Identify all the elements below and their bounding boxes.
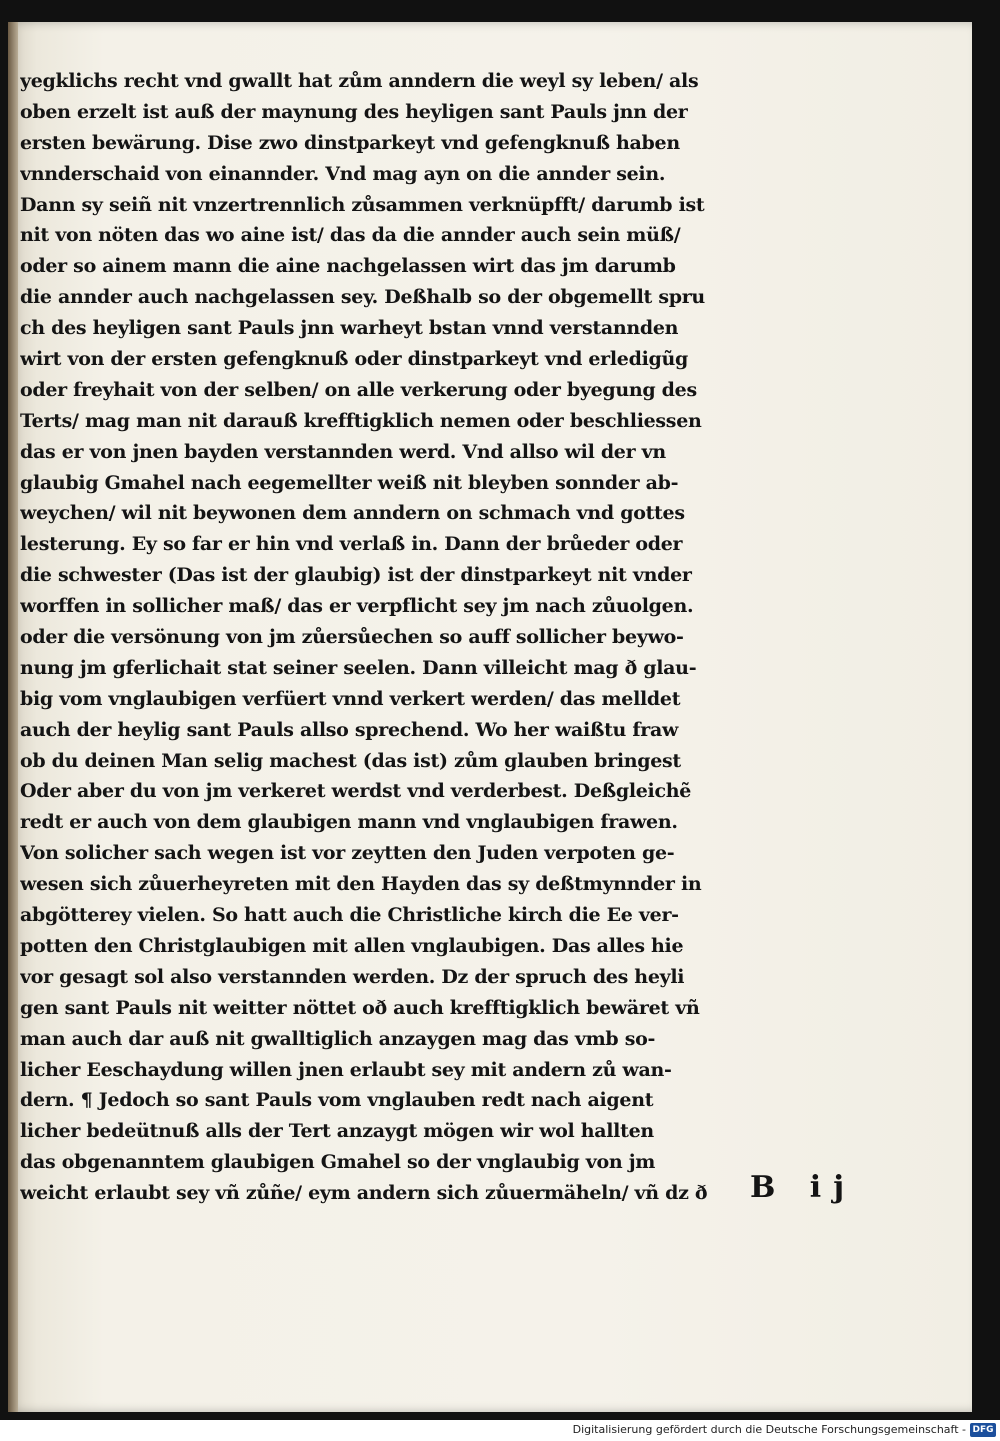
text-line: vor gesagt sol also verstannden werden. Dz der spruch des heyli [20,965,685,988]
page-gutter [8,22,18,1412]
text-line: man auch dar auß nit gwalltiglich anzaygen mag das vmb so- [20,1027,656,1050]
text-line: abgötterey vielen. So hatt auch die Christliche kirch die Ee ver- [20,904,679,927]
text-line: yegklichs recht vnd gwallt hat zům anndern die weyl sy leben/ als [20,70,699,92]
text-line: wesen sich zůuerheyreten mit den Hayden das sy deßtmynnder in [20,873,702,896]
text-line: die schwester (Das ist der glaubig) ist der dinstparkeyt nit vnder [20,564,692,587]
text-line: licher bedeütnuß alls der Tert anzaygt mögen wir wol hallten [20,1120,654,1143]
text-line: auch der heylig sant Pauls allso sprechend. Wo her waißtu fraw [20,718,679,741]
text-line: oder freyhait von der selben/ on alle verkerung oder byegung des [20,378,697,401]
dfg-logo: DFG [970,1423,996,1437]
digitization-credit: Digitalisierung gefördert durch die Deutsche Forschungsgemeinschaft - [572,1423,966,1436]
text-line: worffen in sollicher maß/ das er verpflicht sey jm nach zůuolgen. [20,595,694,618]
text-line: licher Eeschaydung willen jnen erlaubt sey mit andern zů wan- [20,1058,672,1081]
footer-bar [0,1420,1000,1441]
book-page [8,22,972,1412]
signature-mark: B ij [750,1170,857,1205]
text-line: redt er auch von dem glaubigen mann vnd vnglaubigen frawen. [20,811,678,834]
text-line: Terts/ mag man nit darauß krefftigklich nemen oder beschliessen [20,409,702,432]
text-line: das obgenanntem glaubigen Gmahel so der vnglaubig von jm [20,1151,656,1174]
text-line: big vom vnglaubigen verfüert vnnd verkert werden/ das melldet [20,687,681,710]
text-block [20,66,780,1209]
text-line: nung jm gferlichait stat seiner seelen. Dann villeicht mag ð glau- [20,656,697,679]
text-line: Oder aber du von jm verkeret werdst vnd verderbest. Deßgleichẽ [20,780,692,803]
text-line: die annder auch nachgelassen sey. Deßhalb so der obgemellt spru [20,286,705,309]
text-line: gen sant Pauls nit weitter nöttet oð auch krefftigklich bewäret vñ [20,996,700,1019]
text-line: Dann sy seiñ nit vnzertrennlich zůsammen verknüpfft/ darumb ist [20,193,705,216]
text-line: dern. ¶ Jedoch so sant Pauls vom vnglauben redt nach aigent [20,1089,654,1112]
text-line: das er von jnen bayden verstannden werd. Vnd allso wil der vn [20,440,666,463]
text-line: potten den Christglaubigen mit allen vnglaubigen. Das alles hie [20,934,684,957]
text-line: wirt von der ersten gefengknuß oder dinstparkeyt vnd erledigũg [20,348,688,371]
text-line: glaubig Gmahel nach eegemellter weiß nit bleyben sonnder ab- [20,471,679,494]
text-line: ob du deinen Man selig machest (das ist) zům glauben bringest [20,749,681,772]
text-line: vnnderschaid von einannder. Vnd mag ayn on die annder sein. [20,162,666,185]
text-line: ch des heyligen sant Pauls jnn warheyt bstan vnnd verstannden [20,317,679,340]
text-line: lesterung. Ey so far er hin vnd verlaß in. Dann der brůeder oder [20,533,683,556]
text-line: weychen/ wil nit beywonen dem anndern on schmach vnd gottes [20,502,685,525]
text-line: oben erzelt ist auß der maynung des heyligen sant Pauls jnn der [20,100,688,123]
text-line: oder so ainem mann die aine nachgelassen wirt das jm darumb [20,255,676,278]
text-line: nit von nöten das wo aine ist/ das da die annder auch sein müß/ [20,224,681,247]
text-line: oder die versönung von jm zůersůechen so auff sollicher beywo- [20,626,684,649]
text-line: weicht erlaubt sey vñ zůñe/ eym andern sich zůuermäheln/ vñ dz ð [20,1182,708,1205]
text-line: Von solicher sach wegen ist vor zeytten den Juden verpoten ge- [20,842,675,865]
text-line: ersten bewärung. Dise zwo dinstparkeyt vnd gefengknuß haben [20,131,680,154]
